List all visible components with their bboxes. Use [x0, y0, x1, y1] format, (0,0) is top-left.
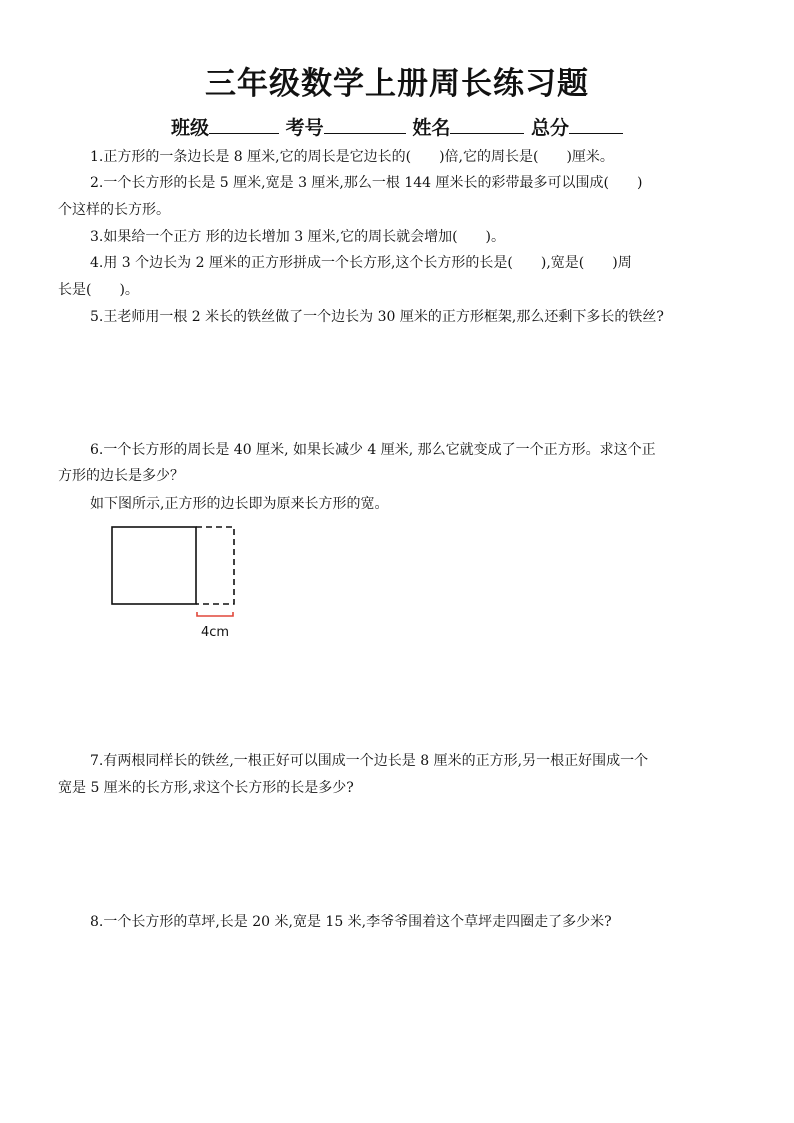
page-title: 三年级数学上册周长练习题: [205, 66, 589, 102]
question-7-line-1: 7.有两根同样长的铁丝,一根正好可以围成一个边长是 8 厘米的正方形,另一根正好围成一个: [90, 753, 649, 769]
removed-strip-dashed: [196, 527, 234, 604]
rectangle-figure: [108, 522, 268, 651]
question-6-line-2: 方形的边长是多少？: [58, 468, 184, 484]
cut-width-label: 4cm: [200, 625, 230, 640]
score-label: 总分: [530, 117, 569, 139]
question-2-line-1: 2.一个长方形的长是 5 厘米,宽是 3 厘米,那么一根 144 厘米长的彩带最多可以围成( ): [90, 175, 643, 191]
question-1: 1.正方形的一条边长是 8 厘米,它的周长是它边长的( )倍,它的周长是( )厘米。: [90, 149, 614, 165]
question-6-line-1: 6.一个长方形的周长是 40 厘米, 如果长减少 4 厘米, 那么它就变成了一个正方形。求这个正: [90, 442, 656, 458]
question-3: 3.如果给一个正方 形的边长增加 3 厘米,它的周长就会增加( )。: [90, 229, 505, 245]
question-4-line-2: 长是( )。: [58, 282, 139, 298]
question-7-line-2: 宽是 5 厘米的长方形,求这个长方形的长是多少?: [58, 780, 354, 796]
question-8: 8.一个长方形的草坪,长是 20 米,宽是 15 米,李爷爷围着这个草坪走四圈走了多少米?: [90, 914, 612, 930]
cut-width-bracket: [197, 612, 233, 616]
score-blank[interactable]: [569, 115, 623, 134]
question-2-line-2: 个这样的长方形。: [58, 202, 170, 218]
name-blank[interactable]: [450, 115, 524, 134]
exam-no-blank[interactable]: [324, 115, 406, 134]
question-5: 5.王老师用一根 2 米长的铁丝做了一个边长为 30 厘米的正方形框架,那么还剩下多长的铁丝?: [90, 309, 664, 325]
name-label: 姓名: [412, 117, 451, 139]
question-6-hint: 如下图所示,正方形的边长即为原来长方形的宽。: [90, 496, 389, 512]
student-info-row: [0, 113, 794, 140]
question-4-line-1: 4.用 3 个边长为 2 厘米的正方形拼成一个长方形,这个长方形的长是( ),宽是( )周: [90, 255, 632, 271]
class-blank[interactable]: [209, 115, 279, 134]
exam-no-label: 考号: [285, 117, 324, 139]
square-outline: [112, 527, 196, 604]
rectangle-diagram: [108, 522, 268, 647]
class-label: 班级: [171, 117, 210, 139]
